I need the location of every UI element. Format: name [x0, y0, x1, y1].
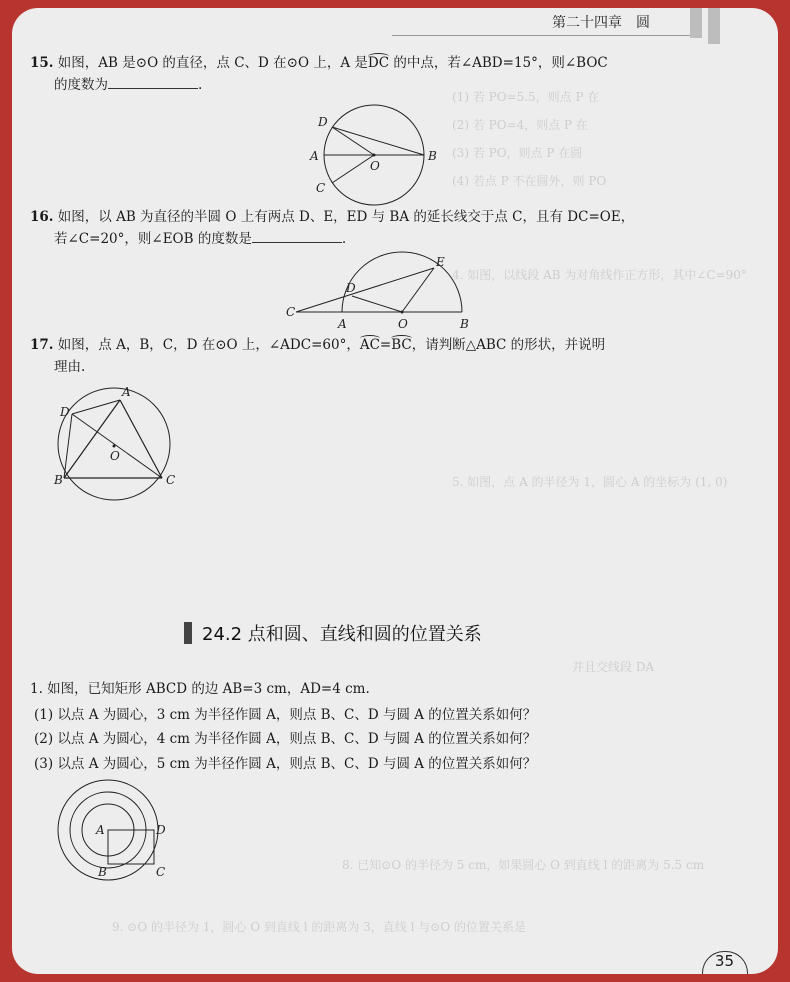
question-15: 15. 如图，AB 是⊙O 的直径，点 C、D 在⊙O 上，A 是 DC 的中点，若∠ABD=15°，则∠BOC 的度数为 .	[30, 55, 608, 93]
label-e: E	[436, 255, 445, 269]
arc-mark	[368, 53, 389, 60]
label-a: A	[338, 317, 347, 331]
textbook-page	[12, 8, 778, 974]
label-c: C	[156, 865, 166, 879]
arc-mark	[391, 335, 412, 342]
label-d: D	[156, 823, 166, 837]
label-d: D	[346, 281, 356, 295]
section-marker	[184, 622, 192, 644]
label-a: A	[310, 149, 319, 163]
label-b: B	[428, 149, 437, 163]
label-c: C	[166, 473, 176, 487]
label-d: D	[318, 115, 328, 129]
header-decor-bar	[690, 8, 702, 38]
problem-1-part-1: (1) 以点 A 为圆心，3 cm 为半径作圆 A，则点 B、C、D 与圆 A 的位置关系如何？	[34, 707, 537, 723]
bleed-through-text: (4) 若点 P 不在圆外，则 PO	[452, 174, 607, 188]
bleed-through-text: 8. 已知⊙O 的半径为 5 cm，如果圆心 O 到直线 l 的距离为 5.5 cm	[342, 858, 705, 872]
bleed-through-text: 5. 如图，点 A 的半径为 1，圆心 A 的坐标为 (1, 0)	[452, 475, 728, 489]
bleed-through-text: (3) 若 PO，则点 P 在圆	[452, 146, 583, 160]
label-c: C	[286, 305, 296, 319]
header-rule	[392, 35, 698, 36]
figure-17	[52, 385, 192, 498]
arc-mark	[360, 335, 380, 342]
label-o: O	[110, 449, 120, 463]
answer-blank[interactable]	[108, 74, 198, 89]
label-d: D	[60, 405, 70, 419]
figure-15	[302, 110, 452, 210]
label-a: A	[122, 385, 131, 399]
bleed-through-text: 9. ⊙O 的半径为 1，圆心 O 到直线 l 的距离为 3，直线 l 与⊙O 的位置关系是	[112, 920, 526, 934]
bleed-through-text: 并且交线段 DA	[572, 660, 655, 674]
header-decor-bar	[708, 8, 720, 44]
chapter-heading: 第二十四章 圆	[552, 15, 650, 31]
rectangle-abcd	[108, 830, 154, 864]
label-b: B	[98, 865, 107, 879]
page-number: 35	[714, 952, 734, 970]
label-c: C	[316, 181, 326, 195]
problem-1-intro: 1. 如图，已知矩形 ABCD 的边 AB=3 cm，AD=4 cm.	[30, 681, 370, 697]
figure-16	[282, 255, 482, 331]
label-b: B	[460, 317, 469, 331]
bleed-through-text: 4. 如图，以线段 AB 为对角线作正方形，其中∠C=90°	[452, 268, 747, 282]
answer-blank[interactable]	[252, 228, 342, 243]
label-b: B	[54, 473, 63, 487]
problem-1-part-2: (2) 以点 A 为圆心，4 cm 为半径作圆 A，则点 B、C、D 与圆 A 的位置关系如何？	[34, 731, 537, 747]
question-16: 16. 如图，以 AB 为直径的半圆 O 上有两点 D、E，ED 与 BA 的延长线交于点 C，且有 DC=OE， 若∠C=20°，则∠EOB 的度数是 .	[30, 209, 635, 247]
question-17: 17. 如图，点 A，B，C，D 在⊙O 上，∠ADC=60°， AC= BC，请判断△ABC 的形状，并说明 理由.	[30, 337, 606, 375]
label-o: O	[398, 317, 408, 331]
bleed-through-text: (1) 若 PO=5.5，则点 P 在	[452, 90, 600, 104]
figure-1	[52, 786, 192, 886]
bleed-through-text: (2) 若 PO=4，则点 P 在	[452, 118, 588, 132]
label-o: O	[370, 159, 380, 173]
label-a: A	[96, 823, 105, 837]
section-title: 24.2 点和圆、直线和圆的位置关系	[202, 624, 482, 645]
problem-1-part-3: (3) 以点 A 为圆心，5 cm 为半径作圆 A，则点 B、C、D 与圆 A 的位置关系如何？	[34, 756, 537, 772]
